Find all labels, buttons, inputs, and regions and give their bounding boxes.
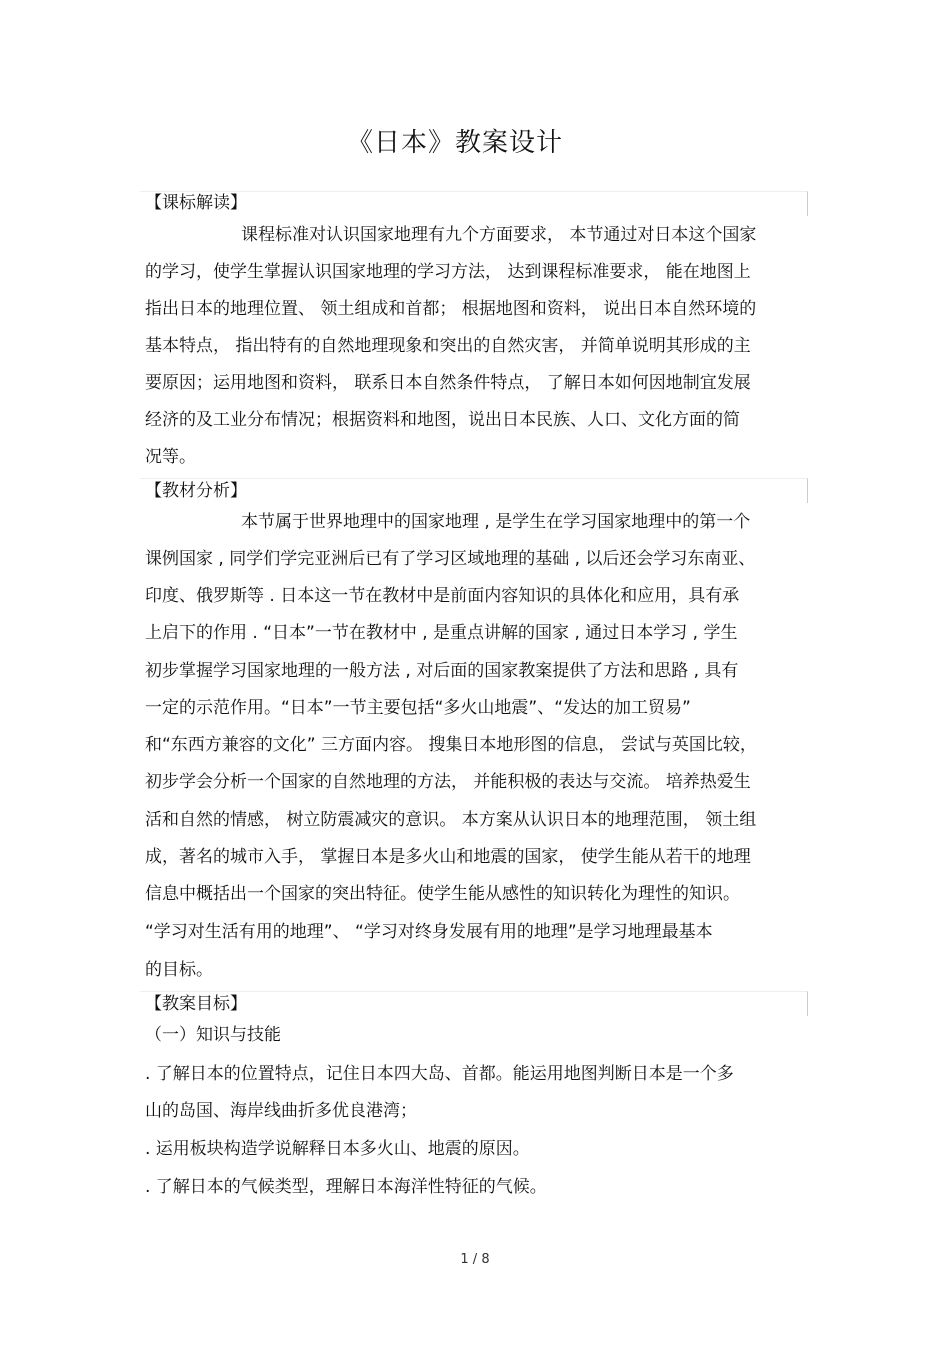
paragraph-line: 基本特点， 指出特有的自然地理现象和突出的自然灾害， 并简单说明其形成的主 [145, 336, 751, 356]
paragraph-line: 课例国家 , 同学们学完亚洲后已有了学习区域地理的基础 , 以后还会学习东南亚、 [145, 549, 756, 569]
paragraph-line: 初步掌握学习国家地理的一般方法 , 对后面的国家教案提供了方法和思路 , 具有 [145, 661, 739, 681]
paragraph-line: 指出日本的地理位置、 领土组成和首都； 根据地图和资料， 说出日本自然环境的 [145, 299, 757, 319]
page-number: 1 / 8 [460, 1252, 490, 1267]
paragraph-line: 的目标。 [145, 960, 213, 980]
objective-item: . 了解日本的位置特点，记住日本四大岛、首都。能运用地图判断日本是一个多 [145, 1064, 734, 1084]
document-title: 《日本》教案设计 [346, 128, 563, 158]
paragraph-line: 初步学会分析一个国家的自然地理的方法， 并能积极的表达与交流。 培养热爱生 [145, 772, 751, 792]
paragraph-line: 和“东西方兼容的文化” 三方面内容。 搜集日本地形图的信息， 尝试与英国比较， [145, 735, 757, 755]
section-heading-curriculum: 【课标解读】 [145, 193, 247, 213]
paragraph-line: 信息中概括出一个国家的突出特征。使学生能从感性的知识转化为理性的知识。 [145, 884, 740, 904]
paragraph-line: 课程标准对认识国家地理有九个方面要求， 本节通过对日本这个国家 [241, 225, 757, 245]
paragraph-line: 经济的及工业分布情况；根据资料和地图，说出日本民族、人口、文化方面的简 [145, 410, 740, 430]
objective-item-continued: 山的岛国、海岸线曲折多优良港湾； [145, 1101, 417, 1121]
paragraph-line: 上启下的作用 . “日本”一节在教材中 , 是重点讲解的国家 , 通过日本学习 , 学生 [145, 623, 738, 643]
paragraph-line: 况等。 [145, 447, 196, 467]
objective-item: . 了解日本的气候类型，理解日本海洋性特征的气候。 [145, 1177, 547, 1197]
paragraph-line: “学习对生活有用的地理”、 “学习对终身发展有用的地理”是学习地理最基本 [145, 922, 713, 942]
subheading-knowledge-skills: （一）知识与技能 [145, 1025, 281, 1045]
paragraph-line: 本节属于世界地理中的国家地理 , 是学生在学习国家地理中的第一个 [241, 512, 751, 532]
section-heading-objectives: 【教案目标】 [145, 994, 247, 1014]
paragraph-line: 印度、俄罗斯等 . 日本这一节在教材中是前面内容知识的具体化和应用，具有承 [145, 586, 740, 606]
section-heading-textbook-analysis: 【教材分析】 [145, 481, 247, 501]
paragraph-line: 的学习，使学生掌握认识国家地理的学习方法， 达到课程标准要求， 能在地图上 [145, 262, 751, 282]
paragraph-line: 活和自然的情感， 树立防震减灾的意识。 本方案从认识日本的地理范围， 领土组 [145, 810, 757, 830]
paragraph-line: 成，著名的城市入手， 掌握日本是多火山和地震的国家， 使学生能从若干的地理 [145, 847, 751, 867]
paragraph-line: 要原因；运用地图和资料， 联系日本自然条件特点， 了解日本如何因地制宜发展 [145, 373, 751, 393]
objective-item: . 运用板块构造学说解释日本多火山、地震的原因。 [145, 1139, 530, 1159]
paragraph-line: 一定的示范作用。“日本”一节主要包括“多火山地震”、“发达的加工贸易” [145, 698, 691, 718]
